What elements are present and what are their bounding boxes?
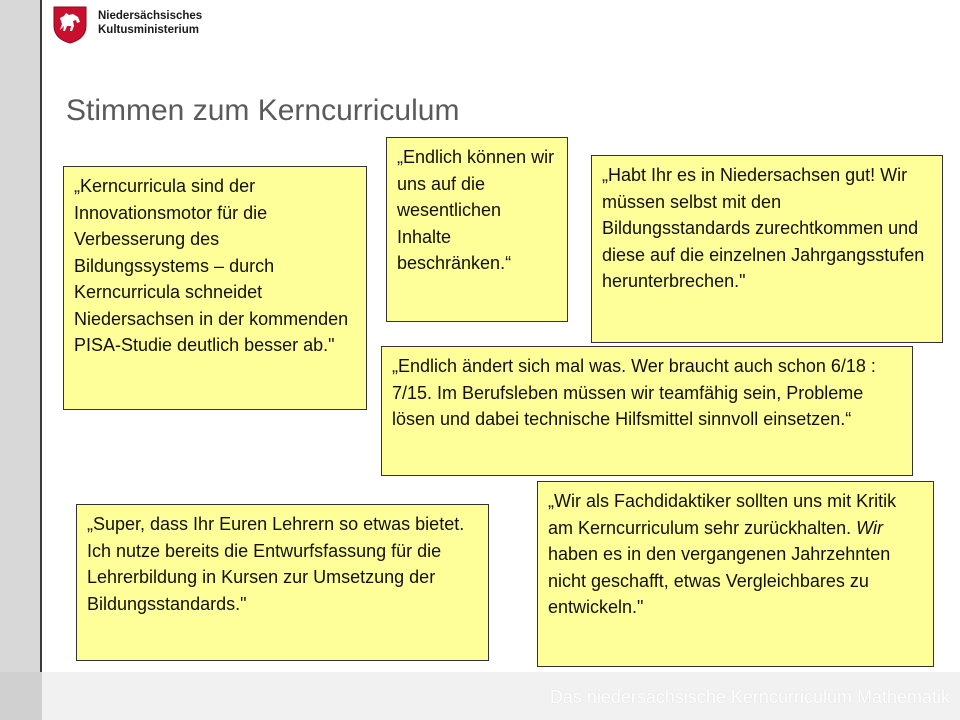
quote-note-2: „Endlich können wir uns auf die wesentlichen Inhalte beschränken.“ — [386, 137, 568, 322]
footer-text: Das niedersächsische Kerncurriculum Mathematik — [549, 687, 950, 707]
quote-note-4: „Endlich ändert sich mal was. Wer braucht auch schon 6/18 : 7/15. Im Berufsleben müssen wir teamfähig sein, Probleme lösen und dabei technische Hilfsmittel sinnvoll einsetzen.“ — [381, 346, 913, 476]
quote-6-text-end: haben es in den vergangenen Jahrzehnten nicht geschafft, etwas Vergleichbares zu entwickeln." — [548, 544, 891, 617]
logo-line-2: Kultusministerium — [98, 24, 199, 36]
quote-note-1: „Kerncurricula sind der Innovationsmotor für die Verbesserung des Bildungssystems – durch Kerncurricula schneidet Niedersachsen in der kommenden PISA-Studie deutlich besser ab." — [63, 166, 367, 410]
logo-text — [98, 9, 202, 37]
footer-left-block — [0, 672, 42, 720]
left-divider-line — [40, 0, 42, 720]
quote-note-3: „Habt Ihr es in Niedersachsen gut! Wir müssen selbst mit den Bildungsstandards zurechtkommen und diese auf die einzelnen Jahrgangsstufen herunterbrechen." — [591, 155, 943, 343]
logo-line-1: Niedersächsisches — [98, 10, 203, 22]
left-sidebar-bar — [0, 0, 40, 720]
quote-note-6 — [537, 481, 934, 667]
quote-6-text-start: „Wir als Fachdidaktiker sollten uns mit Kritik am Kerncurriculum sehr zurückhalten. — [548, 491, 897, 538]
lower-saxony-horse-icon — [50, 4, 90, 44]
quote-6-emphasis: Wir — [856, 517, 883, 538]
slide-title: Stimmen zum Kerncurriculum — [66, 94, 460, 127]
quote-note-5: „Super, dass Ihr Euren Lehrern so etwas bietet. Ich nutze bereits die Entwurfsfassung für die Lehrerbildung in Kursen zur Umsetzung der Bildungsstandards." — [76, 504, 489, 661]
